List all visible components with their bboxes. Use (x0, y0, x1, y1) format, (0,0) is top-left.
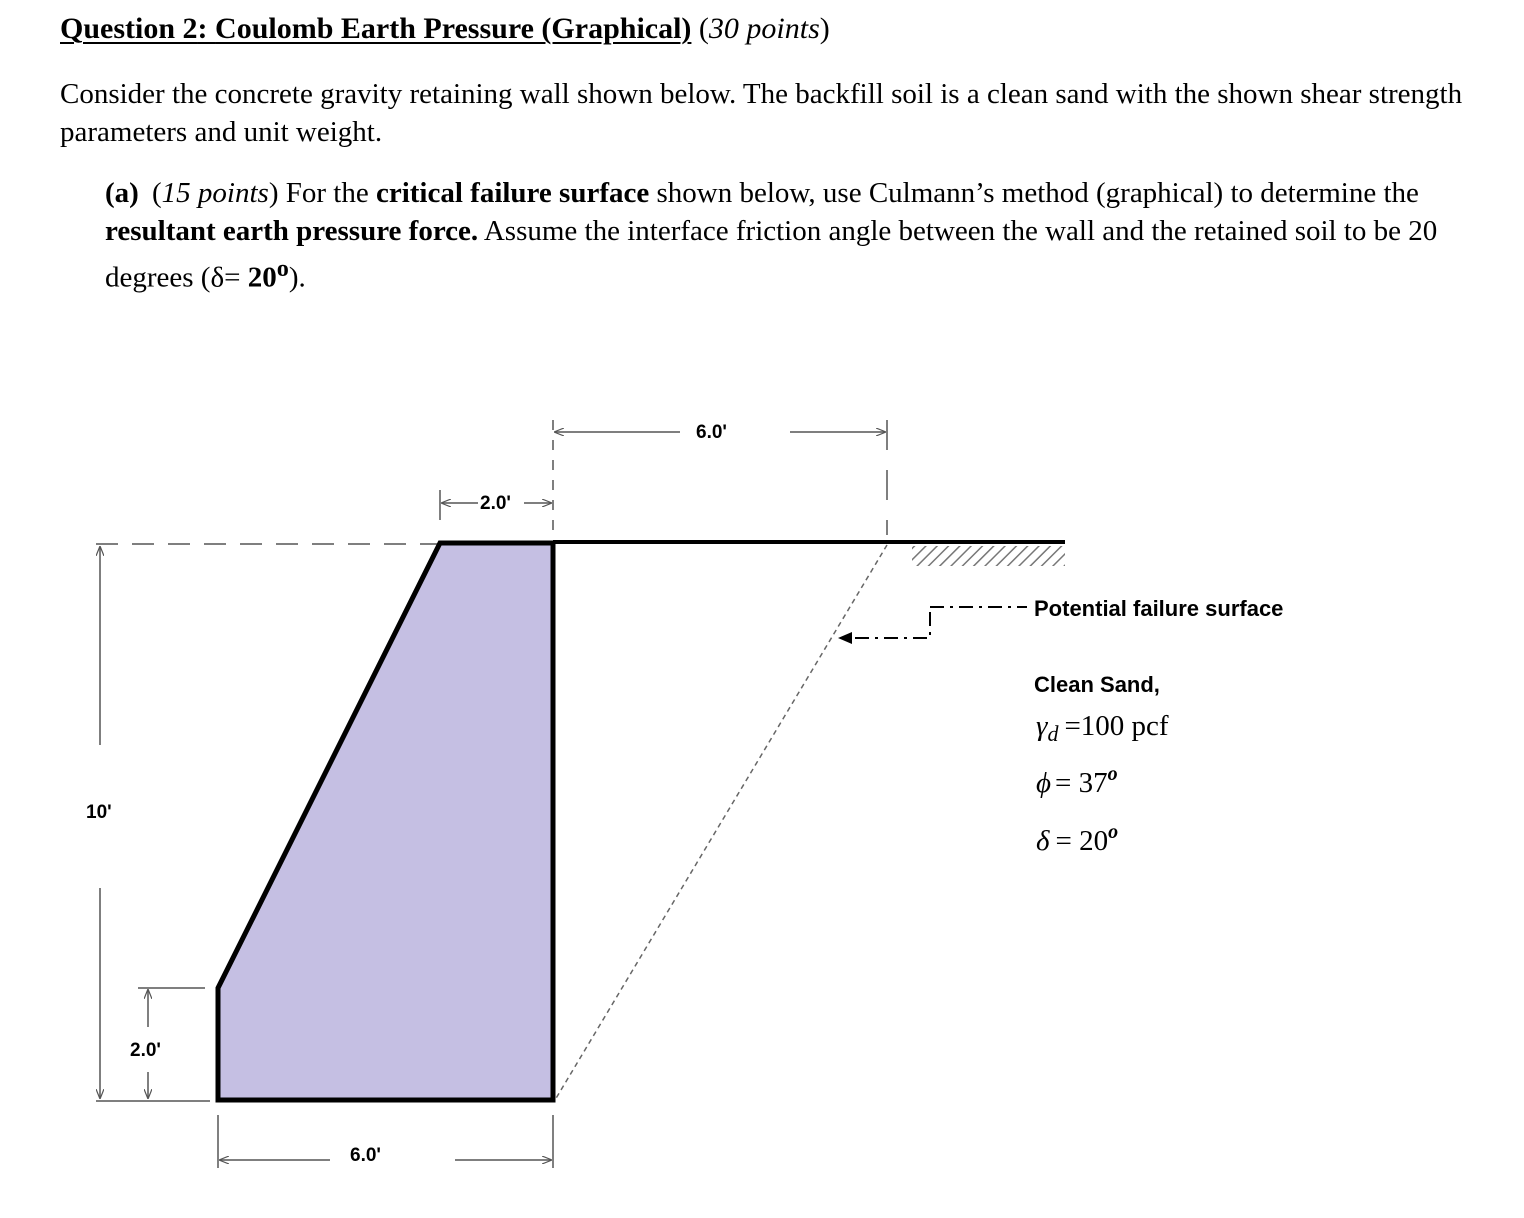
part-a-bold-2: resultant earth pressure force. (105, 215, 479, 247)
part-a-bold-1: critical failure surface (375, 177, 650, 209)
part-a-degree: o (276, 255, 289, 282)
part-a-text-3: Assume the interface friction angle between the wall and the retained soil to be 20 degrees (δ= (105, 215, 1438, 294)
question-label: Question 2 (60, 12, 198, 45)
delta-degree: o (1108, 821, 1119, 843)
question-topic: Coulomb Earth Pressure (Graphical) (215, 12, 692, 45)
part-a-label: (a) (105, 177, 139, 209)
question-title: Question 2: Coulomb Earth Pressure (Graphical) (30 points) (60, 12, 830, 45)
gamma-value: =100 pcf (1064, 710, 1169, 742)
dim-base-label: 6.0' (350, 1145, 381, 1166)
phi-param (1036, 763, 1118, 799)
gamma-subscript: d (1047, 721, 1059, 746)
legend-label: Potential failure surface (1034, 596, 1284, 621)
dim-toe-label: 2.0' (130, 1040, 161, 1061)
phi-symbol: ϕ (1036, 767, 1052, 799)
part-a-bold-3: 20 (247, 261, 277, 294)
gamma-param (1036, 710, 1169, 746)
leader-line (845, 612, 930, 638)
delta-value: = 20 (1055, 825, 1109, 857)
question-points: 30 points (708, 12, 820, 45)
dim-top-label: 6.0' (696, 422, 727, 443)
retaining-wall (218, 543, 553, 1100)
part-a-text-1: For the (285, 177, 376, 209)
part-a-text-4: ). (288, 261, 306, 294)
failure-surface-line (555, 545, 887, 1100)
dim-crest-label: 2.0' (480, 493, 511, 514)
soil-label: Clean Sand, (1034, 672, 1160, 697)
delta-symbol: δ (1036, 825, 1050, 857)
dim-height-label: 10' (86, 802, 112, 823)
leader-arrowhead (838, 632, 852, 644)
ground-hatch (912, 546, 1065, 566)
part-a-points: 15 points (161, 177, 269, 209)
delta-param (1036, 821, 1118, 857)
gamma-symbol: γ (1036, 710, 1048, 742)
phi-value: = 37 (1055, 767, 1108, 799)
part-a-paragraph: (a) (15 points) For the critical failure surface shown below, use Culmann’s method (graphical) to determine the resultant earth pressure force. Assume the interface friction angle between the wall and the retained soil to be 20 degrees $(\delta= 20^o)$. (105, 174, 1485, 297)
part-a-text-2: shown below, use Culmann’s method (graphical) to determine the (649, 177, 1419, 209)
phi-degree: o (1107, 763, 1118, 785)
intro-paragraph: Consider the concrete gravity retaining wall shown below. The backfill soil is a clean sand with the shown shear strength parameters and unit weight. (60, 78, 1463, 148)
